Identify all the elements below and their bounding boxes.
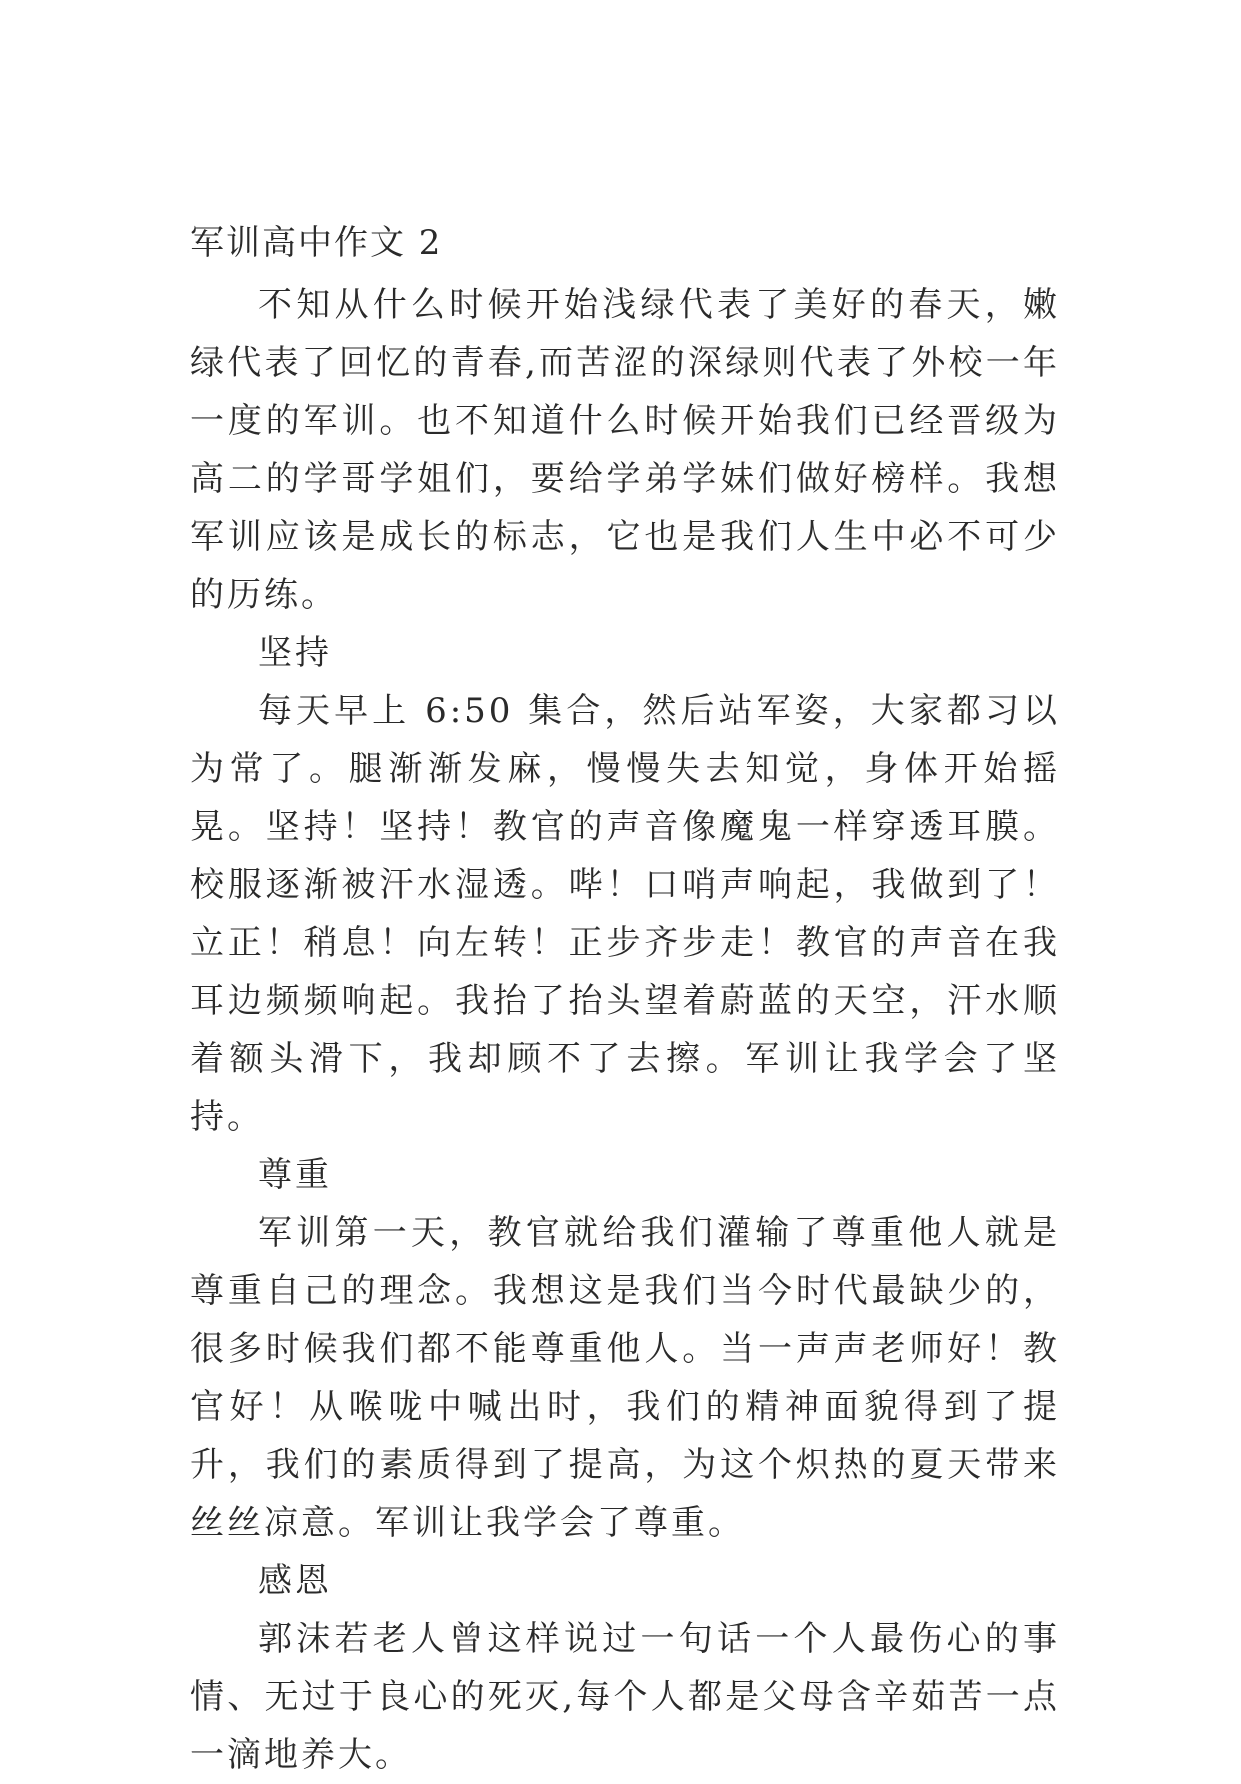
section-heading-respect: 尊重 — [258, 1155, 332, 1195]
intro-paragraph: 不知从什么时候开始浅绿代表了美好的春天，嫩绿代表了回忆的青春,而苦涩的深绿则代表了外校一年一度的军训。也不知道什么时候开始我们已经晋级为高二的学哥学姐们，要给学弟学妹们做好榜样。我想军训应该是成长的标志，它也是我们人生中必不可少的历练。 — [190, 285, 1060, 615]
persistence-paragraph: 每天早上 6:50 集合，然后站军姿，大家都习以为常了。腿渐渐发麻，慢慢失去知觉，身体开始摇晃。坚持！坚持！教官的声音像魔鬼一样穿透耳膜。校服逐渐被汗水湿透。哔！口哨声响起，我做到了！立正！稍息！向左转！正步齐步走！教官的声音在我耳边频频响起。我抬了抬头望着蔚蓝的天空，汗水顺着额头滑下，我却顾不了去擦。军训让我学会了坚持。 — [190, 691, 1060, 1137]
section-heading-persistence: 坚持 — [258, 633, 332, 673]
gratitude-paragraph: 郭沫若老人曾这样说过一句话一个人最伤心的事情、无过于良心的死灭,每个人都是父母含辛茹苦一点一滴地养大。 — [190, 1619, 1060, 1775]
section-heading-gratitude: 感恩 — [258, 1561, 332, 1601]
document-title: 军训高中作文 2 — [190, 223, 443, 263]
respect-paragraph: 军训第一天，教官就给我们灌输了尊重他人就是尊重自己的理念。我想这是我们当今时代最缺少的，很多时候我们都不能尊重他人。当一声声老师好！教官好！从喉咙中喊出时，我们的精神面貌得到了提升，我们的素质得到了提高，为这个炽热的夏天带来丝丝凉意。军训让我学会了尊重。 — [190, 1213, 1060, 1543]
document-body — [190, 276, 1060, 1784]
